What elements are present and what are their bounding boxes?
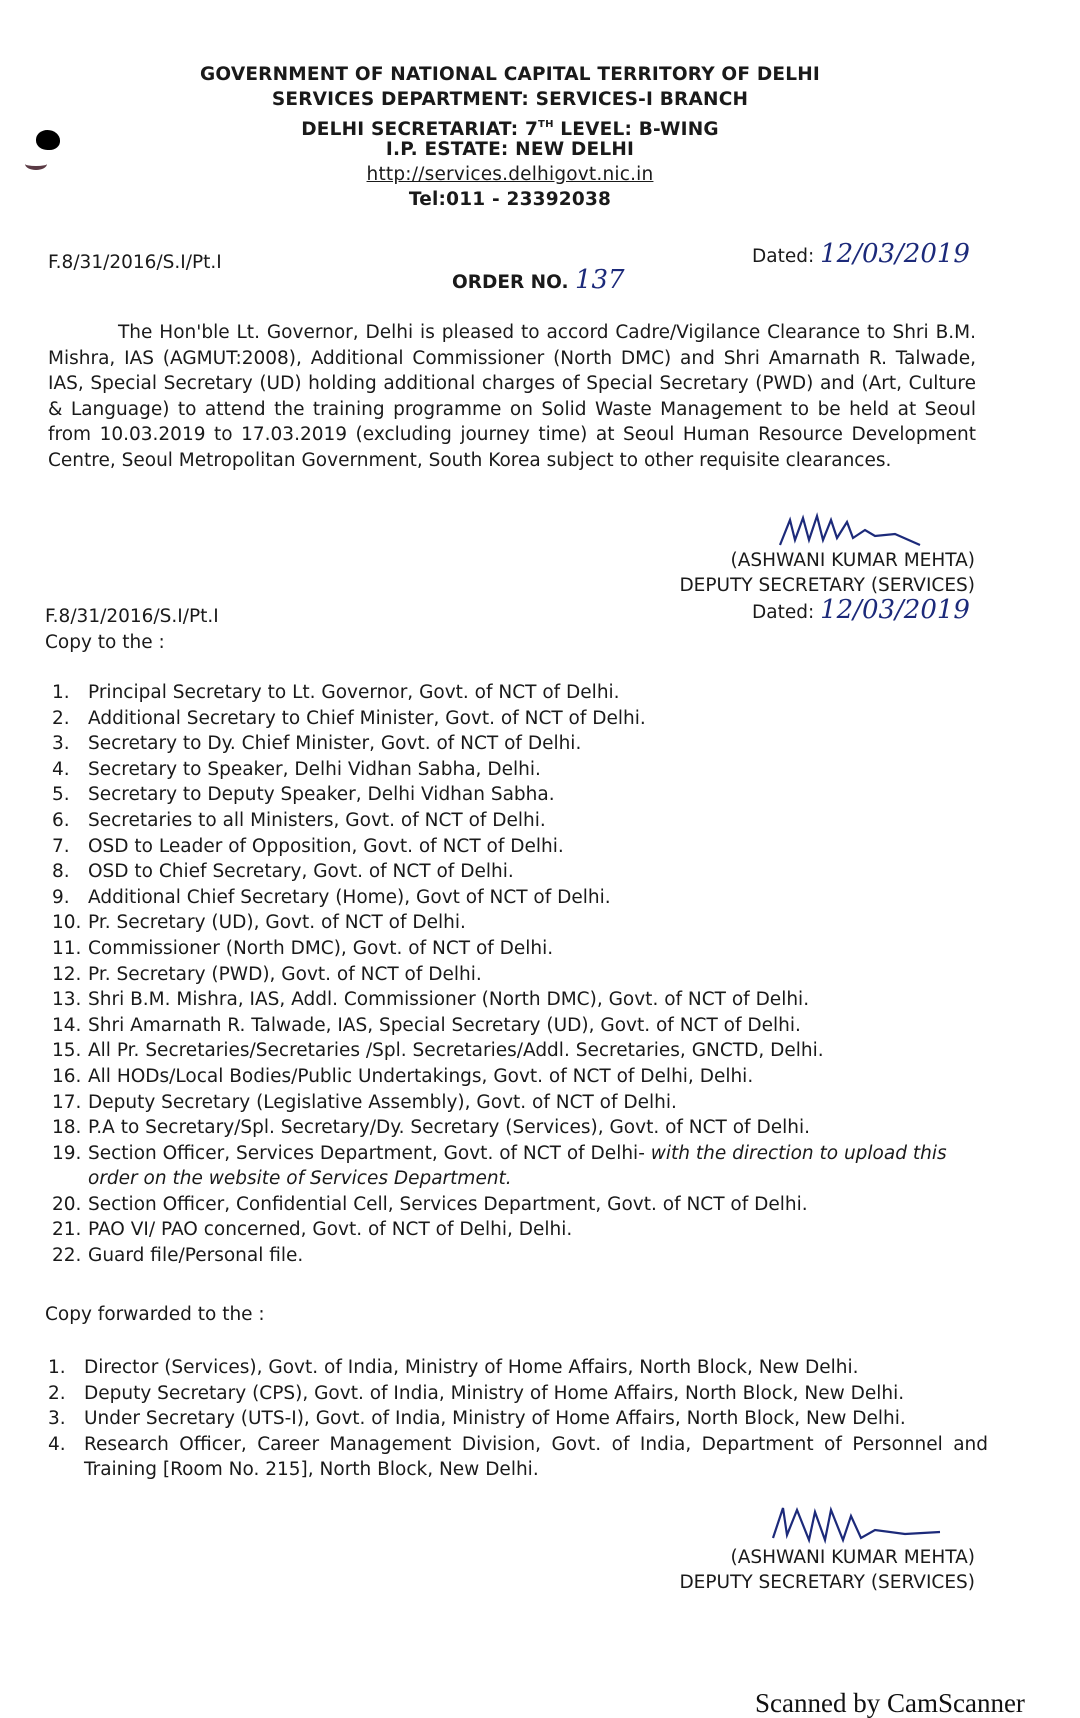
copy-list-item [52, 1090, 992, 1116]
list-text: Shri B.M. Mishra, IAS, Addl. Commissioner (North DMC), Govt. of NCT of Delhi. [88, 989, 810, 1011]
copy-handwritten-date: 12/03/2019 [820, 595, 970, 625]
list-number: 3. [52, 733, 70, 755]
signatory-2-block [679, 1545, 975, 1595]
copy-list-item [52, 706, 992, 732]
copy-list-item [52, 782, 992, 808]
copy-list-item [52, 1115, 992, 1141]
list-number: 9. [52, 886, 70, 908]
header-website-row [0, 162, 1020, 187]
header-website-link[interactable]: http://services.delhigovt.nic.in [366, 164, 654, 185]
forward-list-item [48, 1432, 988, 1483]
copy-list-item [52, 1038, 992, 1064]
copy-list [52, 680, 992, 1269]
list-text: PAO VI/ PAO concerned, Govt. of NCT of Delhi, Delhi. [88, 1219, 573, 1241]
list-text: Deputy Secretary (Legislative Assembly), Govt. of NCT of Delhi. [88, 1091, 677, 1113]
header-telephone: Tel:011 - 23392038 [408, 189, 612, 210]
signature-2-icon [765, 1500, 945, 1550]
copy-heading: Copy to the : [45, 632, 165, 653]
list-number: 12. [52, 963, 82, 985]
copy-list-item [52, 936, 992, 962]
signatory-1-designation: DEPUTY SECRETARY (SERVICES) [679, 575, 975, 596]
list-text: Secretaries to all Ministers, Govt. of NCT of Delhi. [88, 809, 546, 831]
list-text: Pr. Secretary (PWD), Govt. of NCT of Delhi. [88, 963, 482, 985]
list-number: 17. [52, 1091, 82, 1113]
list-number: 22. [52, 1245, 82, 1267]
forward-heading: Copy forwarded to the : [45, 1304, 265, 1325]
list-number: 3. [48, 1408, 66, 1430]
list-text: Research Officer, Career Management Division, Govt. of India, Department of Personnel and Training [Room No. 215], North Block, New Delhi. [84, 1433, 988, 1481]
list-number: 21. [52, 1219, 82, 1241]
list-text: All Pr. Secretaries/Secretaries /Spl. Secretaries/Addl. Secretaries, GNCTD, Delhi. [88, 1040, 824, 1062]
forward-list [48, 1355, 988, 1483]
header-government: GOVERNMENT OF NATIONAL CAPITAL TERRITORY OF DELHI [200, 64, 820, 85]
copy-list-item [52, 1243, 992, 1269]
signatory-1-block [679, 548, 975, 598]
forward-list-item [48, 1355, 988, 1381]
list-number: 18. [52, 1117, 82, 1139]
list-number: 14. [52, 1014, 82, 1036]
copy-dated-label: Dated: [752, 602, 815, 623]
signature-1-icon [775, 510, 925, 550]
list-text: Under Secretary (UTS-I), Govt. of India, Ministry of Home Affairs, North Block, New Delhi. [84, 1408, 906, 1430]
list-text: Secretary to Speaker, Delhi Vidhan Sabha, Delhi. [88, 758, 541, 780]
copy-list-item [52, 987, 992, 1013]
signatory-2-designation: DEPUTY SECRETARY (SERVICES) [679, 1572, 975, 1593]
dated-label: Dated: [752, 246, 815, 267]
list-text: Principal Secretary to Lt. Governor, Govt. of NCT of Delhi. [88, 682, 620, 703]
copy-list-item [52, 910, 992, 936]
list-text: Director (Services), Govt. of India, Ministry of Home Affairs, North Block, New Delhi. [84, 1357, 859, 1378]
header-department: SERVICES DEPARTMENT: SERVICES-I BRANCH [271, 89, 749, 110]
copy-list-item [52, 757, 992, 783]
list-number: 20. [52, 1193, 82, 1215]
list-number: 1. [52, 682, 70, 703]
list-number: 1. [48, 1357, 66, 1378]
order-body-text: The Hon'ble Lt. Governor, Delhi is pleased to accord Cadre/Vigilance Clearance to Shri B.M. Mishra, IAS (AGMUT:2008), Additional Commissioner (North DMC) and Shri Amarnath R. Talwade, IAS, Special Secretary (UD) holding additional charges of Special Secretary (PWD) and (Art, Culture & Language) to attend the training programme on Solid Waste Management to be held at Seoul from 10.03.2019 to 17.03.2019 (excluding journey time) at Seoul Human Resource Development Centre, Seoul Metropolitan Government, South Korea subject to other requisite clearances. [48, 322, 976, 471]
list-number: 4. [48, 1433, 66, 1455]
list-number: 11. [52, 937, 82, 959]
list-text: Deputy Secretary (CPS), Govt. of India, Ministry of Home Affairs, North Block, New Delhi. [84, 1382, 905, 1404]
order-label: ORDER NO. [452, 272, 569, 293]
header-address-prefix: DELHI SECRETARIAT: 7 [301, 119, 539, 140]
list-text: OSD to Chief Secretary, Govt. of NCT of Delhi. [88, 861, 514, 883]
list-text: Shri Amarnath R. Talwade, IAS, Special Secretary (UD), Govt. of NCT of Delhi. [88, 1014, 801, 1036]
list-text: Commissioner (North DMC), Govt. of NCT of Delhi. [88, 937, 554, 959]
list-text: Secretary to Deputy Speaker, Delhi Vidhan Sabha. [88, 784, 555, 806]
list-number: 8. [52, 861, 70, 883]
list-text: Additional Secretary to Chief Minister, Govt. of NCT of Delhi. [88, 707, 646, 729]
list-text: All HODs/Local Bodies/Public Undertakings, Govt. of NCT of Delhi, Delhi. [88, 1065, 754, 1087]
header-estate: I.P. ESTATE: NEW DELHI [385, 139, 635, 160]
list-number: 19. [52, 1142, 82, 1164]
signatory-2-name: (ASHWANI KUMAR MEHTA) [730, 1547, 975, 1568]
list-text: Secretary to Dy. Chief Minister, Govt. of NCT of Delhi. [88, 733, 582, 755]
header-address-sup: TH [538, 119, 554, 130]
list-number: 6. [52, 809, 70, 831]
list-text: Guard file/Personal file. [88, 1245, 304, 1267]
forward-list-item [48, 1381, 988, 1407]
handwritten-date: 12/03/2019 [820, 239, 970, 269]
copy-list-item [52, 834, 992, 860]
order-body [48, 320, 976, 474]
copy-list-item [52, 680, 992, 706]
copy-list-item [52, 808, 992, 834]
list-text: Additional Chief Secretary (Home), Govt of NCT of Delhi. [88, 886, 611, 908]
copy-list-item [52, 1064, 992, 1090]
copy-list-item [52, 859, 992, 885]
list-text-italic-note: with the direction to upload this order on the website of Services Department. [88, 1142, 947, 1190]
list-text: Pr. Secretary (UD), Govt. of NCT of Delhi. [88, 912, 466, 934]
signatory-1-name: (ASHWANI KUMAR MEHTA) [730, 550, 975, 571]
copy-list-item [52, 1141, 992, 1192]
list-number: 5. [52, 784, 70, 806]
forward-list-item [48, 1406, 988, 1432]
copy-list-item [52, 1013, 992, 1039]
list-number: 10. [52, 912, 82, 934]
list-text: Section Officer, Services Department, Govt. of NCT of Delhi- [88, 1142, 645, 1164]
copy-file-number: F.8/31/2016/S.I/Pt.I [45, 606, 219, 627]
copy-list-item [52, 962, 992, 988]
list-number: 2. [52, 707, 70, 729]
copy-list-item [52, 1217, 992, 1243]
list-text: OSD to Leader of Opposition, Govt. of NCT of Delhi. [88, 835, 564, 857]
camscanner-watermark: Scanned by CamScanner [755, 1688, 1025, 1718]
order-date [752, 239, 970, 269]
copy-list-item [52, 885, 992, 911]
list-number: 16. [52, 1065, 82, 1087]
handwritten-order-number: 137 [574, 265, 625, 295]
list-number: 15. [52, 1040, 82, 1062]
copy-date [752, 595, 970, 625]
order-number [452, 265, 625, 295]
list-number: 4. [52, 758, 70, 780]
list-number: 13. [52, 989, 82, 1011]
list-text: Section Officer, Confidential Cell, Services Department, Govt. of NCT of Delhi. [88, 1193, 808, 1215]
list-number: 7. [52, 835, 70, 857]
copy-list-item [52, 731, 992, 757]
list-number: 2. [48, 1382, 66, 1404]
file-number: F.8/31/2016/S.I/Pt.I [48, 252, 222, 273]
header-address-suffix: LEVEL: B-WING [553, 119, 719, 140]
list-text: P.A to Secretary/Spl. Secretary/Dy. Secretary (Services), Govt. of NCT of Delhi. [88, 1117, 810, 1139]
copy-list-item [52, 1192, 992, 1218]
